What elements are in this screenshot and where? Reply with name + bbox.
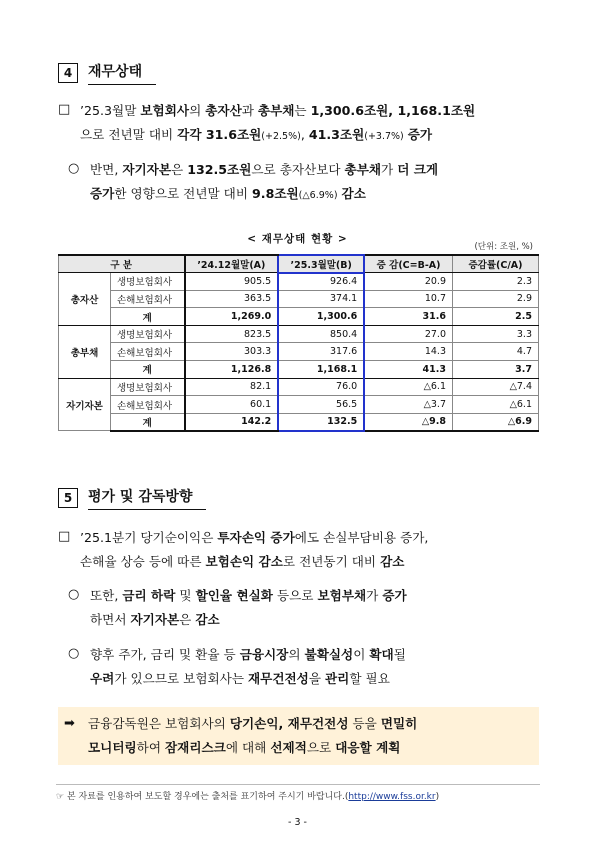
cell-d: △6.9 bbox=[453, 413, 539, 431]
emphasis-text: 증가 bbox=[382, 588, 407, 603]
emphasis-text: 금융시장 bbox=[239, 647, 289, 662]
cell-c: 14.3 bbox=[364, 343, 452, 361]
page-number: - 3 - bbox=[288, 817, 307, 828]
cell-a: 905.5 bbox=[185, 273, 279, 291]
text-run: (+3.7%) bbox=[364, 131, 404, 142]
cell-d: △7.4 bbox=[453, 378, 539, 396]
emphasis-text: 면밀히 bbox=[380, 716, 418, 731]
citation-footnote bbox=[56, 784, 540, 802]
fss-website-link[interactable]: http://www.fss.or.kr bbox=[348, 792, 436, 802]
circle-bullet-icon: ○ bbox=[68, 161, 80, 176]
paragraph-line bbox=[90, 608, 220, 632]
text-run: 반면, bbox=[90, 162, 123, 177]
text-run: 으로 전년말 대비 bbox=[80, 127, 178, 142]
table-row bbox=[59, 290, 539, 308]
emphasis-text: 보험회사 bbox=[140, 103, 190, 118]
text-run: ’25.3월말 bbox=[80, 103, 141, 118]
section-title: 재무상태 bbox=[88, 61, 156, 85]
cell-b: 317.6 bbox=[278, 343, 364, 361]
paragraph-line bbox=[90, 667, 390, 691]
text-run: 이 bbox=[353, 647, 370, 662]
text-run: 가 bbox=[366, 588, 383, 603]
paragraph-line bbox=[80, 99, 475, 123]
cell-c: △9.8 bbox=[364, 413, 452, 431]
emphasis-text: 대응할 계획 bbox=[335, 740, 401, 755]
cell-c: 27.0 bbox=[364, 325, 452, 343]
text-run: 또한, bbox=[90, 588, 123, 603]
emphasis-text: 증가 bbox=[407, 127, 433, 142]
cell-c: △3.7 bbox=[364, 396, 452, 414]
table-caption: < 재무상태 현황 > bbox=[247, 233, 348, 245]
right-arrow-icon: ➡ bbox=[64, 716, 75, 731]
emphasis-text: 41.3조원 bbox=[308, 127, 365, 142]
row-sub-label: 계 bbox=[111, 413, 185, 431]
row-sub-label: 손해보험회사 bbox=[111, 343, 185, 361]
section-title: 평가 및 감독방향 bbox=[88, 486, 206, 510]
paragraph-line bbox=[90, 643, 406, 667]
emphasis-text: 우려 bbox=[90, 671, 115, 686]
paragraph-line bbox=[88, 736, 400, 760]
emphasis-text: 1,300.6조원, 1,168.1조원 bbox=[310, 103, 476, 118]
cell-b: 374.1 bbox=[278, 290, 364, 308]
emphasis-text: 자기자본 bbox=[130, 612, 180, 627]
emphasis-text: 132.5조원 bbox=[187, 162, 252, 177]
text-run: 등을 bbox=[348, 716, 381, 731]
section-number: 5 bbox=[58, 488, 78, 508]
circle-bullet-icon: ○ bbox=[68, 646, 80, 661]
text-run: , bbox=[300, 127, 309, 142]
text-run: 하면서 bbox=[90, 612, 131, 627]
cell-c: 31.6 bbox=[364, 308, 452, 326]
emphasis-text: 보험부채 bbox=[317, 588, 367, 603]
table-row bbox=[59, 273, 539, 291]
text-run: 을 bbox=[308, 671, 326, 686]
cell-c: 20.9 bbox=[364, 273, 452, 291]
text-run: 하여 bbox=[136, 740, 166, 755]
table-row bbox=[59, 396, 539, 414]
row-sub-label: 계 bbox=[111, 361, 185, 379]
cell-d: 2.3 bbox=[453, 273, 539, 291]
cell-b: 132.5 bbox=[278, 413, 364, 431]
text-run: 은 bbox=[171, 162, 188, 177]
cell-a: 1,269.0 bbox=[185, 308, 279, 326]
text-run: 에 대해 bbox=[225, 740, 271, 755]
emphasis-text: 총부채 bbox=[344, 162, 382, 177]
section-5-heading bbox=[58, 486, 206, 510]
emphasis-text: 감소 bbox=[341, 186, 366, 201]
text-run: 등으로 bbox=[272, 588, 318, 603]
circle-bullet-icon: ○ bbox=[68, 587, 80, 602]
emphasis-text: 자기자본 bbox=[122, 162, 172, 177]
header-col-d: 증감률(C/A) bbox=[453, 255, 539, 273]
text-run: 가 있으므로 보험회사는 bbox=[114, 671, 249, 686]
row-sub-label: 손해보험회사 bbox=[111, 290, 185, 308]
financial-status-table bbox=[58, 254, 539, 432]
table-row bbox=[59, 343, 539, 361]
text-run: 손해율 상승 등에 따른 bbox=[80, 554, 206, 569]
cell-a: 823.5 bbox=[185, 325, 279, 343]
emphasis-text: 증가 bbox=[90, 186, 115, 201]
emphasis-text: 총부채 bbox=[257, 103, 295, 118]
cell-d: 2.9 bbox=[453, 290, 539, 308]
text-run: 은 bbox=[179, 612, 196, 627]
cell-b: 1,168.1 bbox=[278, 361, 364, 379]
emphasis-text: 확대 bbox=[369, 647, 394, 662]
cell-a: 363.5 bbox=[185, 290, 279, 308]
text-run: 할 필요 bbox=[349, 671, 390, 686]
table-total-row bbox=[59, 361, 539, 379]
text-run: (+2.5%) bbox=[261, 131, 301, 142]
row-sub-label: 생명보험회사 bbox=[111, 273, 185, 291]
row-sub-label: 계 bbox=[111, 308, 185, 326]
cell-c: 10.7 bbox=[364, 290, 452, 308]
paragraph-line bbox=[90, 158, 438, 182]
text-run: 과 bbox=[241, 103, 258, 118]
row-group-label: 총자산 bbox=[59, 273, 111, 326]
cell-b: 76.0 bbox=[278, 378, 364, 396]
emphasis-text: 투자손익 증가 bbox=[217, 530, 295, 545]
paragraph-line bbox=[90, 182, 366, 208]
emphasis-text: 당기손익, 재무건전성 bbox=[229, 716, 349, 731]
text-run: 으로 bbox=[306, 740, 336, 755]
cell-a: 142.2 bbox=[185, 413, 279, 431]
row-sub-label: 손해보험회사 bbox=[111, 396, 185, 414]
emphasis-text: 재무건전성 bbox=[248, 671, 309, 686]
text-run: 의 bbox=[288, 647, 305, 662]
cell-d: 3.3 bbox=[453, 325, 539, 343]
emphasis-text: 감소 bbox=[195, 612, 220, 627]
cell-a: 60.1 bbox=[185, 396, 279, 414]
emphasis-text: 감소 bbox=[380, 554, 405, 569]
emphasis-text: 각각 31.6조원 bbox=[177, 127, 262, 142]
paragraph-line bbox=[80, 550, 404, 574]
table-total-row bbox=[59, 413, 539, 431]
cell-a: 1,126.8 bbox=[185, 361, 279, 379]
cell-d: △6.1 bbox=[453, 396, 539, 414]
emphasis-text: 모니터링 bbox=[88, 740, 137, 755]
cell-c: 41.3 bbox=[364, 361, 452, 379]
table-unit: (단위: 조원, %) bbox=[474, 242, 533, 252]
paragraph-line bbox=[88, 712, 417, 736]
text-run: (△6.9%) bbox=[298, 190, 338, 201]
table-row bbox=[59, 378, 539, 396]
section-4-heading bbox=[58, 61, 156, 85]
cell-d: 2.5 bbox=[453, 308, 539, 326]
cell-b: 926.4 bbox=[278, 273, 364, 291]
text-run: 으로 총자산보다 bbox=[251, 162, 345, 177]
text-run: 는 bbox=[294, 103, 311, 118]
pointing-hand-icon: ☞ bbox=[56, 792, 65, 802]
emphasis-text: 더 크게 bbox=[397, 162, 439, 177]
paragraph-line bbox=[90, 584, 407, 608]
text-run: ’25.1분기 당기순이익은 bbox=[80, 530, 218, 545]
text-run: 로 전년동기 대비 bbox=[282, 554, 381, 569]
text-run: 될 bbox=[393, 647, 406, 662]
header-col-c: 증 감(C=B-A) bbox=[364, 255, 452, 273]
table-row bbox=[59, 325, 539, 343]
emphasis-text: 총자산 bbox=[205, 103, 242, 118]
square-bullet-icon: □ bbox=[58, 102, 71, 117]
table-total-row bbox=[59, 308, 539, 326]
section-number: 4 bbox=[58, 63, 78, 83]
cell-b: 1,300.6 bbox=[278, 308, 364, 326]
emphasis-text: 선제적 bbox=[270, 740, 307, 755]
text-run: 에도 손실부담비용 증가, bbox=[294, 530, 429, 545]
emphasis-text: 불확실성 bbox=[304, 647, 354, 662]
cell-a: 303.3 bbox=[185, 343, 279, 361]
text-run: 한 영향으로 전년말 대비 bbox=[114, 186, 253, 201]
text-run: 의 bbox=[189, 103, 206, 118]
cell-b: 850.4 bbox=[278, 325, 364, 343]
supervision-plan-box bbox=[58, 707, 539, 765]
text-run: 가 bbox=[381, 162, 398, 177]
cell-c: △6.1 bbox=[364, 378, 452, 396]
header-col-a: ’24.12월말(A) bbox=[185, 255, 279, 273]
cell-b: 56.5 bbox=[278, 396, 364, 414]
cell-a: 82.1 bbox=[185, 378, 279, 396]
cell-d: 4.7 bbox=[453, 343, 539, 361]
header-category: 구 분 bbox=[59, 255, 185, 273]
cell-d: 3.7 bbox=[453, 361, 539, 379]
footnote-close: ) bbox=[435, 792, 440, 802]
square-bullet-icon: □ bbox=[58, 529, 71, 544]
emphasis-text: 9.8조원 bbox=[252, 186, 299, 201]
footnote-text: 본 자료를 인용하여 보도할 경우에는 출처를 표기하여 주시기 바랍니다.( bbox=[66, 792, 349, 802]
row-sub-label: 생명보험회사 bbox=[111, 378, 185, 396]
emphasis-text: 잠재리스크 bbox=[165, 740, 226, 755]
row-group-label: 총부채 bbox=[59, 325, 111, 378]
row-group-label: 자기자본 bbox=[59, 378, 111, 431]
paragraph-line bbox=[80, 526, 428, 550]
text-run: 금융감독원은 보험회사의 bbox=[88, 716, 230, 731]
text-run: 향후 주가, 금리 및 환율 등 bbox=[90, 647, 240, 662]
emphasis-text: 할인율 현실화 bbox=[195, 588, 273, 603]
row-sub-label: 생명보험회사 bbox=[111, 325, 185, 343]
emphasis-text: 보험손익 감소 bbox=[205, 554, 283, 569]
paragraph-line bbox=[80, 123, 432, 149]
emphasis-text: 금리 하락 bbox=[122, 588, 176, 603]
text-run: 및 bbox=[175, 588, 196, 603]
header-col-b: ’25.3월말(B) bbox=[278, 255, 364, 273]
emphasis-text: 관리 bbox=[325, 671, 350, 686]
